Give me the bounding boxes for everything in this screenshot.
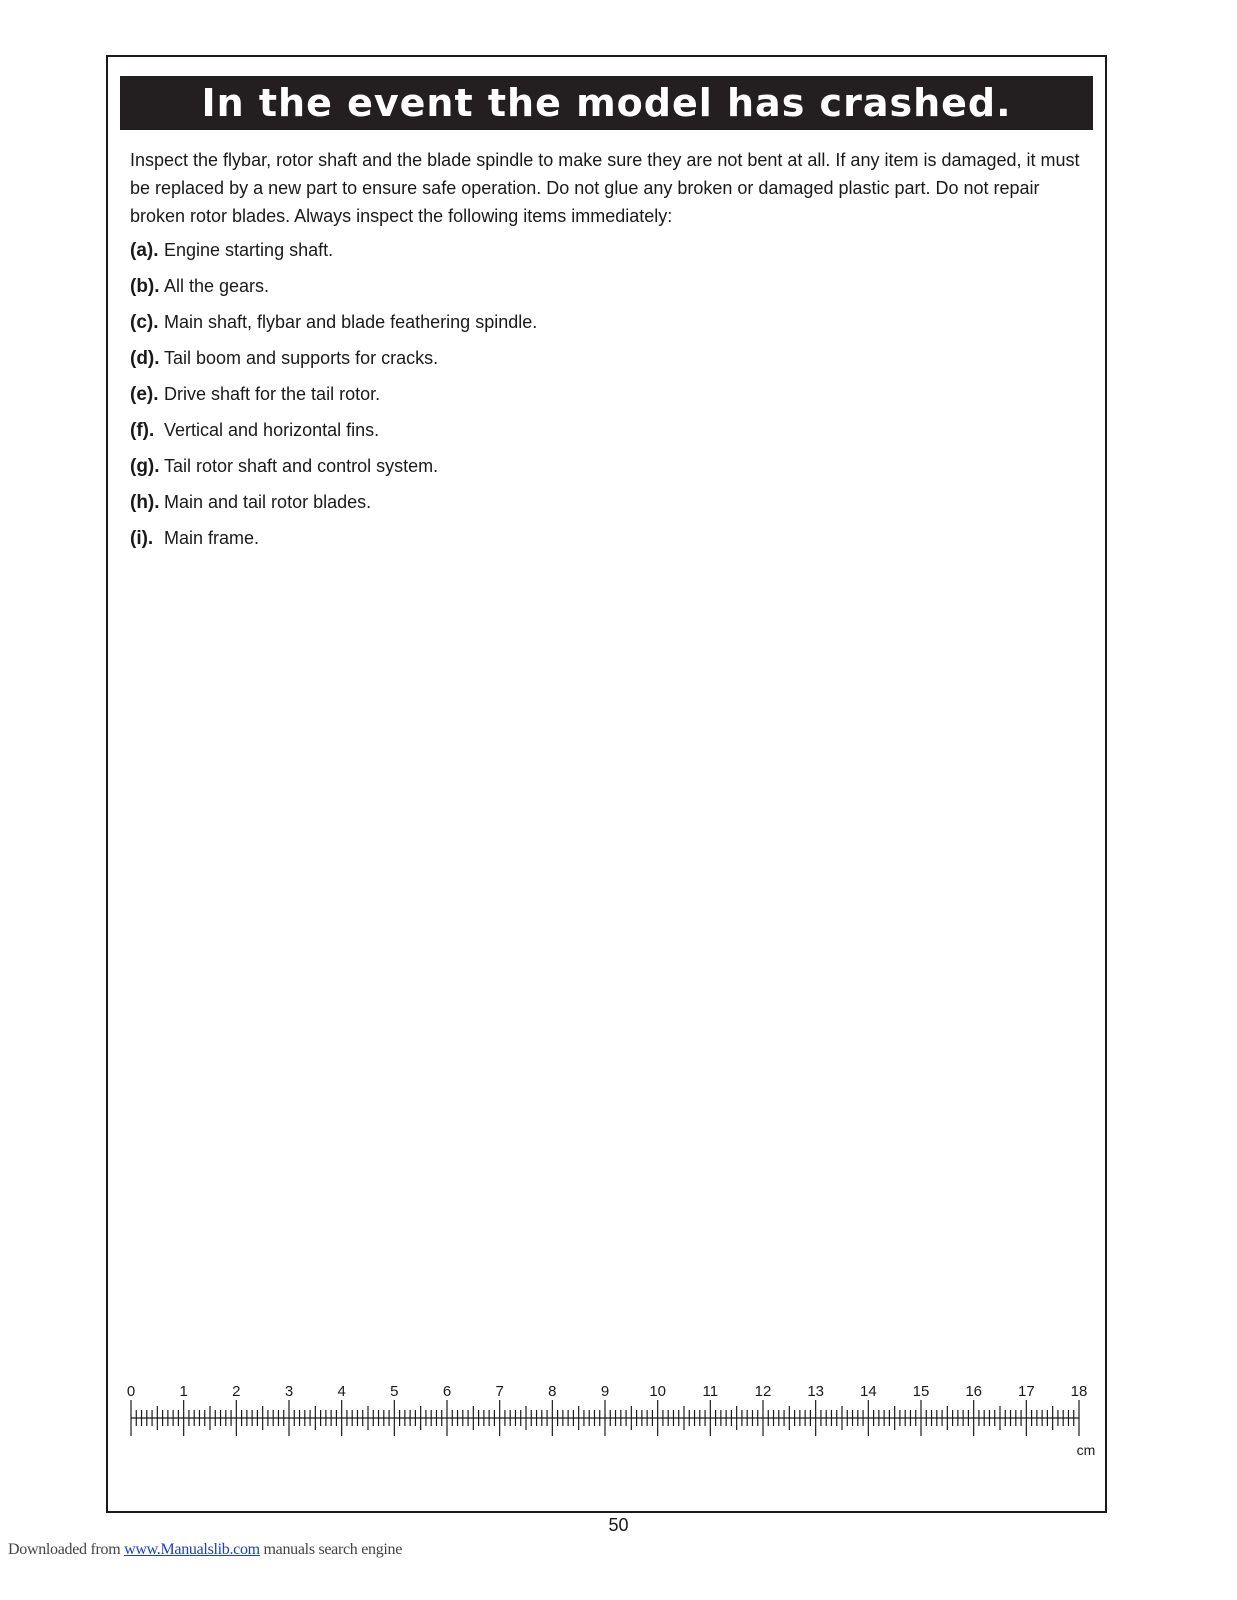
item-marker: (f). bbox=[130, 420, 155, 441]
ruler-label: 2 bbox=[232, 1383, 241, 1400]
item-text: Tail boom and supports for cracks. bbox=[164, 348, 439, 368]
ruler-label: 18 bbox=[1070, 1383, 1088, 1400]
item-marker: (g). bbox=[130, 456, 160, 477]
heading-text: In the event the model has crashed. bbox=[201, 81, 1012, 125]
ruler-label: 15 bbox=[912, 1383, 930, 1400]
item-marker: (h). bbox=[130, 492, 160, 513]
item-text: Main and tail rotor blades. bbox=[164, 492, 372, 512]
intro-paragraph: Inspect the flybar, rotor shaft and the blade spindle to make sure they are not bent at all. If any item is damaged, it must be replaced by a new part to ensure safe operation. Do not glue any broken or damaged plastic part. Do not repair broken rotor blades. Always inspect the following items immediately: bbox=[130, 150, 1080, 226]
ruler-label: 3 bbox=[284, 1383, 294, 1400]
ruler-label: 1 bbox=[179, 1383, 188, 1400]
item-text: Engine starting shaft. bbox=[164, 240, 334, 260]
ruler-label: 7 bbox=[495, 1383, 504, 1400]
item-marker: (e). bbox=[130, 384, 159, 405]
ruler-labels bbox=[127, 1383, 1088, 1400]
ruler-label: 6 bbox=[442, 1383, 452, 1400]
page-number: 50 bbox=[608, 1515, 629, 1535]
ruler-label: 0 bbox=[126, 1383, 136, 1400]
ruler-label: 4 bbox=[337, 1383, 346, 1400]
ruler-label: 9 bbox=[600, 1383, 610, 1400]
ruler-label: 11 bbox=[702, 1383, 719, 1400]
item-text: All the gears. bbox=[164, 276, 270, 296]
ruler-label: 10 bbox=[649, 1383, 667, 1400]
item-text: Drive shaft for the tail rotor. bbox=[164, 384, 381, 404]
ruler-label: 12 bbox=[754, 1383, 772, 1400]
ruler-label: 13 bbox=[807, 1383, 825, 1400]
item-marker: (a). bbox=[130, 240, 159, 261]
ruler-label: 8 bbox=[548, 1383, 557, 1400]
item-marker: (d). bbox=[130, 348, 160, 369]
download-footer bbox=[8, 1541, 402, 1559]
item-text: Tail rotor shaft and control system. bbox=[164, 456, 439, 476]
item-marker: (c). bbox=[130, 312, 159, 333]
footer-suffix: manuals search engine bbox=[259, 1541, 403, 1558]
ruler-label: 14 bbox=[859, 1383, 877, 1400]
footer-prefix: Downloaded from bbox=[8, 1541, 125, 1558]
item-text: Vertical and horizontal fins. bbox=[164, 420, 380, 440]
ruler-label: 5 bbox=[390, 1383, 399, 1400]
item-text: Main frame. bbox=[164, 528, 260, 548]
ruler-label: 16 bbox=[965, 1383, 983, 1400]
item-text: Main shaft, flybar and blade feathering spindle. bbox=[164, 312, 538, 332]
ruler-ticks bbox=[131, 1400, 1079, 1436]
manualslib-link[interactable]: www.Manualslib.com bbox=[124, 1541, 260, 1558]
item-marker: (i). bbox=[130, 528, 154, 549]
ruler-label: 17 bbox=[1017, 1383, 1035, 1400]
item-marker: (b). bbox=[130, 276, 160, 297]
ruler-unit: cm bbox=[1076, 1442, 1096, 1458]
